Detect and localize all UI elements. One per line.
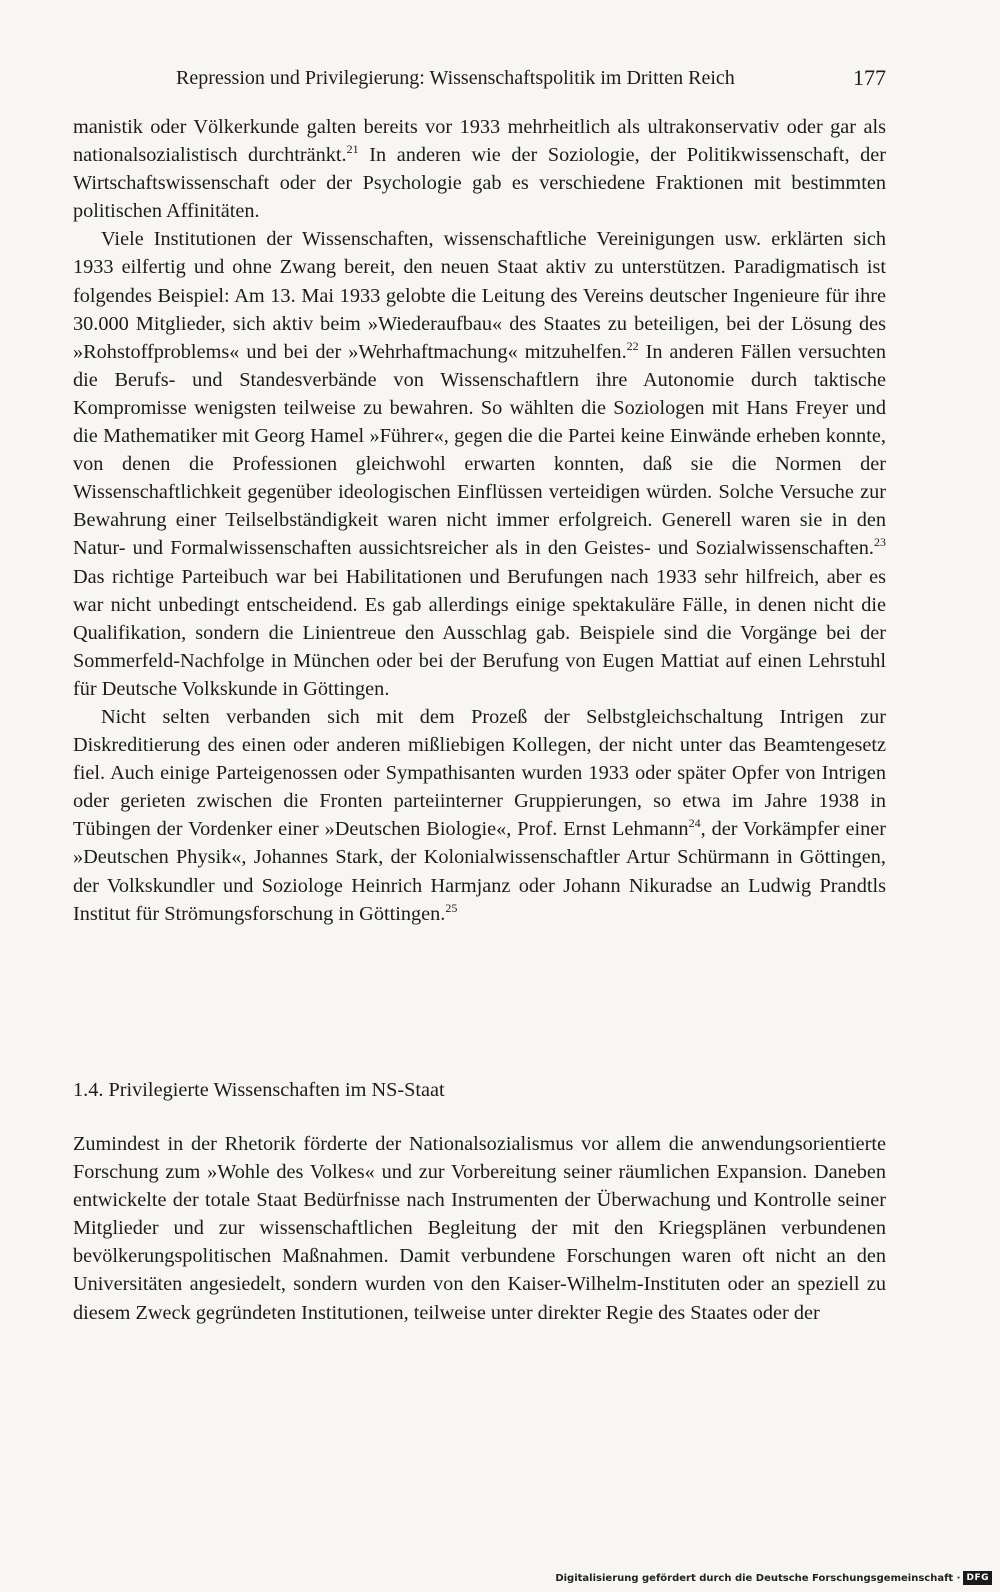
footnote-marker: 25 bbox=[445, 900, 458, 915]
text-run: Nicht selten verbanden sich mit dem Prozeß der Selbstgleichschaltung Intrigen zur Diskreditierung des einen oder anderen mißliebigen Kollegen, der nicht unter das Beamtengesetz fiel. Auch einige Parteigenossen oder Sympathisanten wurden 1933 oder später Opfer von Intrigen oder gerieten zwischen die Fronten parteiinterner Gruppierungen, so etwa im Jahre 1938 in Tübingen der Vordenker einer »Deutschen Biologie«, Prof. Ernst Lehmann bbox=[73, 705, 886, 841]
page-number: 177 bbox=[853, 65, 886, 90]
section-heading: 1.4. Privilegierte Wissenschaften im NS-Staat bbox=[73, 1079, 445, 1101]
footnote-marker: 24 bbox=[688, 816, 701, 831]
digitization-credit bbox=[555, 1570, 992, 1588]
paragraph bbox=[73, 225, 886, 703]
section-body bbox=[73, 1130, 886, 1327]
running-head-title: Repression und Privilegierung: Wissenschaftspolitik im Dritten Reich bbox=[176, 67, 735, 89]
running-head bbox=[176, 60, 886, 96]
section-paragraph: Zumindest in der Rhetorik förderte der Nationalsozialismus vor allem die anwendungsorientierte Forschung zum »Wohle des Volkes« und zur Vorbereitung seiner räumlichen Expansion. Daneben entwickelte der totale Staat Bedürfnisse nach Instrumenten der Überwachung und Kontrolle seiner Mitglieder und zur wissenschaftlichen Begleitung der mit den Kriegsplänen verbundenen bevölkerungspolitischen Maßnahmen. Damit verbundene Forschungen waren oft nicht an den Universitäten angesiedelt, sondern wurden von den Kaiser-Wilhelm-Instituten oder an speziell zu diesem Zweck gegründeten Institutionen, teilweise unter direkter Regie des Staates oder der bbox=[73, 1133, 886, 1324]
footnote-marker: 22 bbox=[626, 338, 639, 353]
text-run: In anderen wie der Soziologie, der Politikwissenschaft, der Wirtschaftswissenschaft oder der Psychologie gab es verschiedene Fraktionen mit bestimmten politischen Affinitäten. bbox=[73, 144, 886, 223]
text-run: Viele Institutionen der Wissenschaften, wissenschaftliche Vereinigungen usw. erklärten sich 1933 eilfertig und ohne Zwang bereit, den neuen Staat aktiv zu unterstützen. Paradigmatisch ist folgendes Beispiel: Am 13. Mai 1933 gelobte die Leitung des Vereins deutscher Ingenieure für ihre 30.000 Mitglieder, sich aktiv beim »Wiederaufbau« des Staates zu beteiligen, bei der Lösung des »Rohstoffproblems« und bei der »Wehrhaftmachung« mitzuhelfen. bbox=[73, 228, 886, 363]
text-run: manistik oder Völkerkunde galten bereits vor 1933 mehrheitlich als ultrakonservativ oder gar als nationalsozialistisch durchtränkt. bbox=[73, 116, 886, 167]
paragraph bbox=[73, 703, 886, 928]
dfg-logo: DFG bbox=[963, 1571, 992, 1585]
footnote-marker: 23 bbox=[874, 535, 886, 550]
body-text bbox=[73, 113, 886, 928]
text-run: Das richtige Parteibuch war bei Habilitationen und Berufungen nach 1933 sehr hilfreich, aber es war nicht unbedingt entscheidend. Es gab allerdings einige spektakuläre Fälle, in denen nicht die Qualifikation, sondern die Linientreue den Ausschlag gab. Beispiele sind die Vorgänge bei der Sommerfeld-Nachfolge in München oder bei der Berufung von Eugen Mattiat auf einen Lehrstuhl für Deutsche Volkskunde in Göttingen. bbox=[73, 565, 886, 700]
text-run: In anderen Fällen versuchten die Berufs- und Standesverbände von Wissenschaftlern ihre Autonomie durch taktische Kompromisse wenigsten teilweise zu bewahren. So wählten die Soziologen mit Hans Freyer und die Mathematiker mit Georg Hamel »Führer«, gegen die die Partei keine Einwände erheben konnte, von denen die Professionen gleichwohl erwarten konnten, daß sie die Normen der Wissenschaftlichkeit gegenüber ideologischen Einflüssen verteidigen würden. Solche Versuche zur Bewahrung einer Teilselbständigkeit waren nicht immer erfolgreich. Generell waren sie in den Natur- und Formalwissenschaften aussichtsreicher als in den Geistes- und Sozialwissenschaften. bbox=[73, 340, 886, 560]
text-run: , der Vorkämpfer einer »Deutschen Physik«, Johannes Stark, der Kolonialwissenschaftler Artur Schürmann in Göttingen, der Volkskundler und Soziologe Heinrich Harmjanz oder Johann Nikuradse an Ludwig Prandtls Institut für Strömungsforschung in Göttingen. bbox=[73, 818, 886, 925]
paragraph bbox=[73, 113, 886, 225]
footnote-marker: 21 bbox=[346, 142, 359, 157]
credit-text: Digitalisierung gefördert durch die Deutsche Forschungsgemeinschaft · bbox=[555, 1573, 961, 1584]
